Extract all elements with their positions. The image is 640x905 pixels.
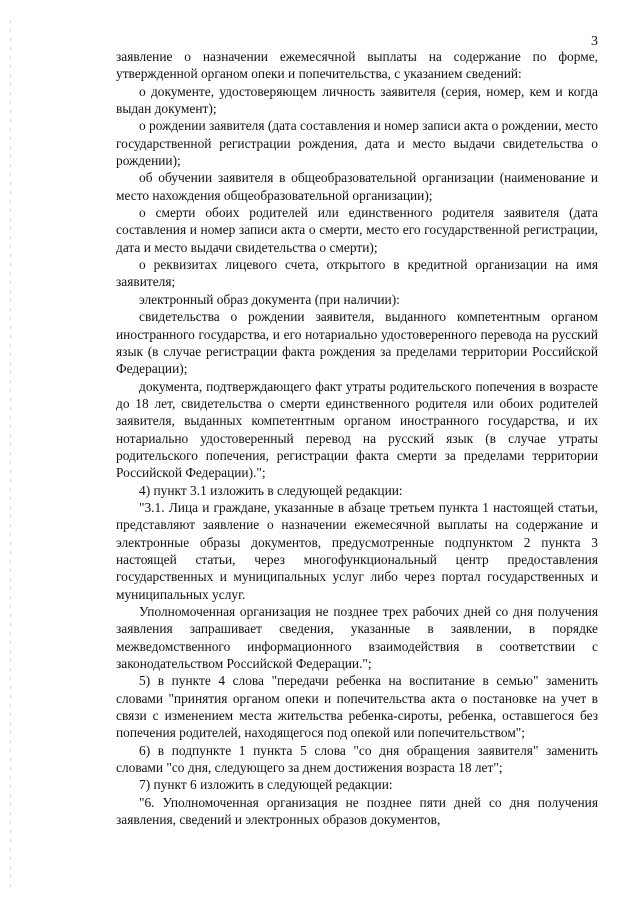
paragraph: 5) в пункте 4 слова "передачи ребенка на воспитание в семью" заменить словами "принятия органом опеки и попечительства акта о постановке на учет в связи с изменением места жительства ребенка-сироты, ребенка, оставшегося без попечения родителей, находящегося под опекой или попечительством"; bbox=[116, 673, 598, 741]
paragraph: Уполномоченная организация не позднее трех рабочих дней со дня получения заявления запрашивает сведения, указанные в заявлении, в порядке межведомственного информационного взаимодействия в соответствии с законодательством Российской Федерации."; bbox=[116, 604, 598, 672]
paragraph: об обучении заявителя в общеобразовательной организации (наименование и место нахождения общеобразовательной организации); bbox=[116, 170, 598, 203]
paragraph: "6. Уполномоченная организация не позднее пяти дней со дня получения заявления, сведений и электронных образов документов, bbox=[116, 794, 598, 828]
document-body bbox=[116, 48, 598, 828]
scan-edge-mark bbox=[10, 20, 11, 890]
paragraph: 7) пункт 6 изложить в следующей редакции: bbox=[139, 777, 393, 793]
paragraph: "3.1. Лица и граждане, указанные в абзаце третьем пункта 1 настоящей статьи, представляют заявление о назначении ежемесячной выплаты на содержание и электронные образы документов, предусмотренные подпунктом 2 пункта 3 настоящей статьи, через многофункциональный центр предоставления государственных и муниципальных услуг либо через портал государственных и муниципальных услуг. bbox=[116, 499, 598, 602]
paragraph: свидетельства о рождении заявителя, выданного компетентным органом иностранного государства, и его нотариально удостоверенного перевода на русский язык (в случае регистрации факта рождения за пределами территории Российской Федерации); bbox=[116, 309, 598, 377]
paragraph: о смерти обоих родителей или единственного родителя заявителя (дата составления и номер записи акта о смерти, место его государственной регистрации, дата и место выдачи свидетельства о смерти); bbox=[116, 205, 598, 255]
paragraph: о документе, удостоверяющем личность заявителя (серия, номер, кем и когда выдан документ); bbox=[116, 83, 598, 117]
paragraph: заявление о назначении ежемесячной выплаты на содержание по форме, утвержденной органом опеки и попечительства, с указанием сведений: bbox=[116, 49, 598, 82]
paragraph: 4) пункт 3.1 изложить в следующей редакции: bbox=[139, 482, 403, 498]
paragraph: документа, подтверждающего факт утраты родительского попечения в возрасте до 18 лет, свидетельства о смерти единственного родителя или обоих родителей заявителя, выданных компетентным органом иностранного государства, и их нотариально удостоверенный перевод на русский язык (в случае утраты родительского попечения, регистрации факта смерти за пределами территории Российской Федерации)."; bbox=[116, 378, 598, 481]
paragraph: о рождении заявителя (дата составления и номер записи акта о рождении, место государственной регистрации рождения, дата и место выдачи свидетельства о рождении); bbox=[116, 118, 598, 169]
paragraph: электронный образ документа (при наличии): bbox=[139, 291, 400, 307]
paragraph: 6) в подпункте 1 пункта 5 слова "со дня обращения заявителя" заменить словами "со дня, следующего за днем достижения возраста 18 лет"; bbox=[116, 742, 598, 776]
page-number: 3 bbox=[591, 34, 598, 49]
paragraph: о реквизитах лицевого счета, открытого в кредитной организации на имя заявителя; bbox=[116, 257, 598, 290]
